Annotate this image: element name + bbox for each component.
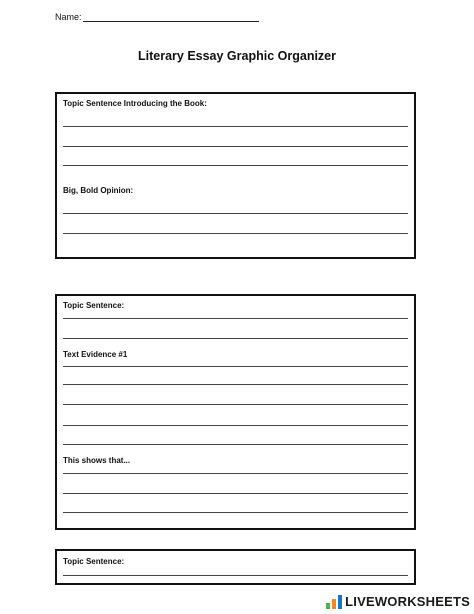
section-label: This shows that... bbox=[63, 456, 131, 465]
answer-line[interactable] bbox=[63, 444, 408, 445]
answer-line[interactable] bbox=[63, 318, 408, 319]
answer-line[interactable] bbox=[63, 512, 408, 513]
body-paragraph-box bbox=[55, 294, 416, 530]
answer-line[interactable] bbox=[63, 384, 408, 385]
answer-line[interactable] bbox=[63, 473, 408, 474]
name-underline[interactable] bbox=[83, 12, 259, 22]
section-label: Topic Sentence: bbox=[63, 301, 125, 310]
answer-line[interactable] bbox=[63, 425, 408, 426]
page-title: Literary Essay Graphic Organizer bbox=[137, 49, 336, 63]
answer-line[interactable] bbox=[63, 126, 408, 127]
intro-section-box bbox=[55, 92, 416, 259]
answer-line[interactable] bbox=[63, 146, 408, 147]
name-label: Name: bbox=[55, 12, 82, 22]
liveworksheets-logo bbox=[326, 594, 470, 609]
answer-line[interactable] bbox=[63, 165, 408, 166]
section-label: Topic Sentence Introducing the Book: bbox=[63, 99, 207, 108]
answer-line[interactable] bbox=[63, 493, 408, 494]
section-label: Topic Sentence: bbox=[63, 557, 125, 566]
answer-line[interactable] bbox=[63, 575, 408, 576]
answer-line[interactable] bbox=[63, 366, 408, 367]
brand-name: LIVEWORKSHEETS bbox=[345, 594, 470, 609]
name-field bbox=[55, 12, 259, 22]
section-label: Text Evidence #1 bbox=[63, 350, 128, 359]
answer-line[interactable] bbox=[63, 338, 408, 339]
second-paragraph-box bbox=[55, 549, 416, 585]
liveworksheets-logo-icon bbox=[326, 595, 342, 609]
section-label: Big, Bold Opinion: bbox=[63, 186, 134, 195]
answer-line[interactable] bbox=[63, 213, 408, 214]
answer-line[interactable] bbox=[63, 404, 408, 405]
answer-line[interactable] bbox=[63, 233, 408, 234]
